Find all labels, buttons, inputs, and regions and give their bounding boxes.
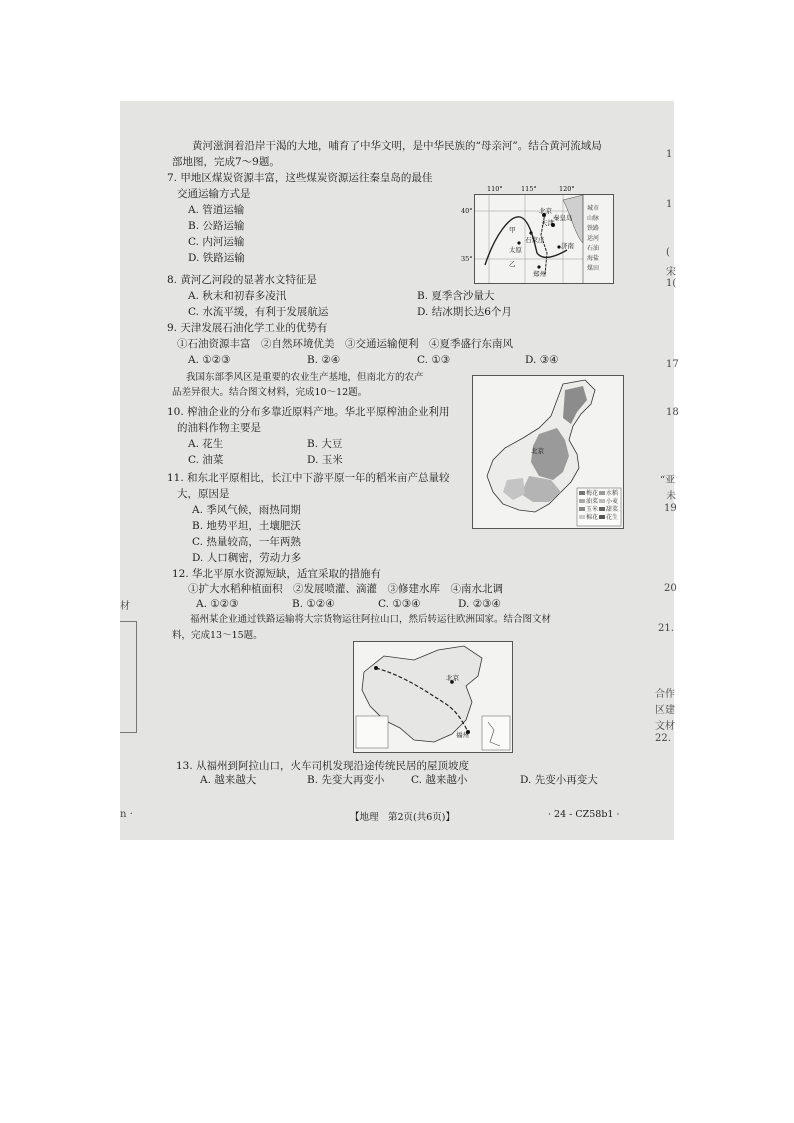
map2-legend-wheat: 小麦 <box>606 498 619 505</box>
map1-place-yi: 乙 <box>509 260 516 268</box>
edge-fragment-11: 20 <box>664 583 677 594</box>
q13-option-d: D. 先变小再变大 <box>520 774 598 786</box>
q9-option-c: C. ①③ <box>417 354 451 366</box>
map2-legend-beet: 甜菜 <box>606 506 619 513</box>
edge-fragment-8: “亚 <box>660 475 676 486</box>
q12-statements: ①扩大水稻种植面积 ②发展喷灌、滴灌 ③修建水库 ④南水北调 <box>188 583 503 595</box>
q9-option-a: A. ①②③ <box>188 354 231 366</box>
q11-option-d: D. 人口稠密，劳动力多 <box>192 552 302 564</box>
q7-option-d: D. 铁路运输 <box>188 252 245 264</box>
map2-legend-peanut: 花生 <box>606 514 619 521</box>
map1-place-taiyuan: 太原 <box>509 246 522 254</box>
rail-route-map <box>353 641 513 753</box>
intro-monsoon-line1: 我国东部季风区是重要的农业生产基地，但南北方的农产 <box>186 372 424 383</box>
q10-option-b: B. 大豆 <box>307 438 343 450</box>
map2-legend-cotton: 棉花 <box>586 514 599 521</box>
q7-stem-cont: 交通运输方式是 <box>177 188 251 200</box>
q7-option-b: B. 公路运输 <box>188 220 245 232</box>
edge-fragment-2: 1 <box>666 199 673 210</box>
map1-lon-120: 120° <box>559 185 575 193</box>
q13-option-b: B. 先变大再变小 <box>307 774 385 786</box>
map3-place-fuzhou: 福州 <box>456 731 469 739</box>
map1-legend-mountain: 山脉 <box>587 215 600 222</box>
intro-yellow-river-line1: 黄河滋润着沿岸干渴的大地，哺育了中华文明，是中华民族的“母亲河”。结合黄河流域局 <box>192 140 602 152</box>
map1-lon-115: 115° <box>521 185 537 193</box>
page-footer-code: · 24 - CZ58b1 · <box>548 809 620 820</box>
edge-fragment-16: 22. <box>655 733 671 744</box>
scanned-page-photo <box>120 101 679 840</box>
q9-option-d: D. ③④ <box>525 354 559 366</box>
q11-stem-cont: 大，原因是 <box>177 488 230 500</box>
edge-fragment-left-1: 材 <box>120 601 130 612</box>
agriculture-map-graphic <box>473 376 623 528</box>
q10-option-d: D. 玉米 <box>307 454 343 466</box>
q9-option-b: B. ②④ <box>307 354 341 366</box>
map2-legend-rapeseed: 油菜 <box>586 498 599 505</box>
q13-option-a: A. 越来越大 <box>200 774 257 786</box>
q12-option-d: D. ②③④ <box>458 598 501 610</box>
page-footer-center: 【地理 第2页(共6页)】 <box>350 812 456 823</box>
edge-fragment-9: 未 <box>666 491 676 502</box>
edge-fragment-4: 宋 <box>666 267 676 278</box>
edge-fragment-10: 19 <box>664 503 677 514</box>
edge-figure-fragment <box>120 621 137 733</box>
map1-place-tianjin: 天津 <box>541 219 554 227</box>
edge-fragment-15: 文材 <box>655 721 675 732</box>
agriculture-map <box>472 375 624 529</box>
q8-option-d: D. 结冰期长达6个月 <box>417 306 512 318</box>
q12-option-c: C. ①③④ <box>378 598 421 610</box>
map1-legend-coalfield: 煤田 <box>587 265 600 272</box>
q11-option-b: B. 地势平坦，土壤肥沃 <box>192 520 301 532</box>
q8-option-a: A. 秋末和初春多凌汛 <box>188 290 287 302</box>
map1-legend-canal: 运河 <box>587 235 600 242</box>
q10-option-a: A. 花生 <box>188 438 224 450</box>
q8-option-b: B. 夏季含沙量大 <box>417 290 495 302</box>
q13-option-c: C. 越来越小 <box>411 774 468 786</box>
edge-fragment-13: 合作 <box>655 689 675 700</box>
edge-fragment-12: 21. <box>658 623 674 634</box>
yellow-river-map <box>461 185 614 284</box>
rail-route-map-graphic <box>354 642 512 752</box>
map1-legend-city: 城市 <box>587 205 600 212</box>
q13-stem: 13. 从福州到阿拉山口，火车司机发现沿途传统民居的屋顶坡度 <box>176 760 470 772</box>
q9-statements: ①石油资源丰富 ②自然环境优美 ③交通运输便利 ④夏季盛行东南风 <box>177 338 513 350</box>
map1-place-shijiazhuang: 石家庄 <box>525 236 545 244</box>
intro-fuzhou-line1: 福州某企业通过铁路运输将大宗货物运往阿拉山口，然后转运往欧洲国家。结合图文材 <box>190 614 552 625</box>
map1-lat-35: 35° <box>461 255 473 263</box>
map1-lon-110: 110° <box>487 185 503 193</box>
map1-place-zhengzhou: 郑州 <box>533 270 546 278</box>
q10-stem: 10. 榨油企业的分布多靠近原料产地。华北平原榨油企业利用 <box>167 406 450 418</box>
edge-fragment-left-2: n · <box>120 809 133 820</box>
edge-fragment-7: 18 <box>666 407 679 418</box>
intro-monsoon-line2: 品差异很大。结合图文材料，完成10～12题。 <box>172 387 368 398</box>
q7-option-c: C. 内河运输 <box>188 236 245 248</box>
q7-option-a: A. 管道运输 <box>188 204 245 216</box>
map1-legend-oil: 石油 <box>587 245 600 252</box>
intro-fuzhou-line2: 料，完成13～15题。 <box>172 630 263 641</box>
map2-place-beijing: 北京 <box>531 447 544 455</box>
edge-fragment-3: ( <box>666 247 670 258</box>
q8-option-c: C. 水流平缓，有利于发展航运 <box>188 306 329 318</box>
map1-place-jinan: 济南 <box>561 242 574 250</box>
q12-stem: 12. 华北平原水资源短缺，适宜采取的措施有 <box>172 568 382 580</box>
q11-option-a: A. 季风气候，雨热同期 <box>192 504 301 516</box>
q12-option-a: A. ①②③ <box>196 598 239 610</box>
edge-fragment-14: 区建 <box>655 705 675 716</box>
q11-option-c: C. 热量较高，一年两熟 <box>192 536 301 548</box>
q9-stem: 9. 天津发展石油化学工业的优势有 <box>167 322 328 334</box>
map1-place-jia: 甲 <box>509 226 516 234</box>
map2-legend-corn: 玉米 <box>586 506 599 513</box>
map1-legend-railway: 铁路 <box>587 225 600 232</box>
map1-place-beijing: 北京 <box>539 207 552 215</box>
map1-place-qinhuangdao: 秦皇岛 <box>553 214 573 222</box>
intro-yellow-river-line2: 部地图，完成7～9题。 <box>172 156 280 168</box>
q11-stem: 11. 和东北平原相比，长江中下游平原一年的稻米亩产总量较 <box>167 472 450 484</box>
q10-option-c: C. 油菜 <box>188 454 224 466</box>
edge-fragment-6: 17 <box>666 359 679 370</box>
map1-lat-40: 40° <box>461 207 473 215</box>
q8-stem: 8. 黄河乙河段的显著水文特征是 <box>167 274 317 286</box>
q7-stem: 7. 甲地区煤炭资源丰富，这些煤炭资源运往秦皇岛的最佳 <box>167 172 433 184</box>
map1-legend-sea-salt: 海盐 <box>587 255 600 262</box>
edge-fragment-1: 1 <box>666 149 673 160</box>
map2-legend-rice: 水稻 <box>606 490 619 497</box>
q10-stem-cont: 的油料作物主要是 <box>177 422 261 434</box>
edge-fragment-5: 1( <box>666 278 677 289</box>
map2-legend-plum: 梅花 <box>586 490 599 497</box>
q12-option-b: B. ①②④ <box>292 598 335 610</box>
map3-place-beijing: 北京 <box>446 674 459 682</box>
